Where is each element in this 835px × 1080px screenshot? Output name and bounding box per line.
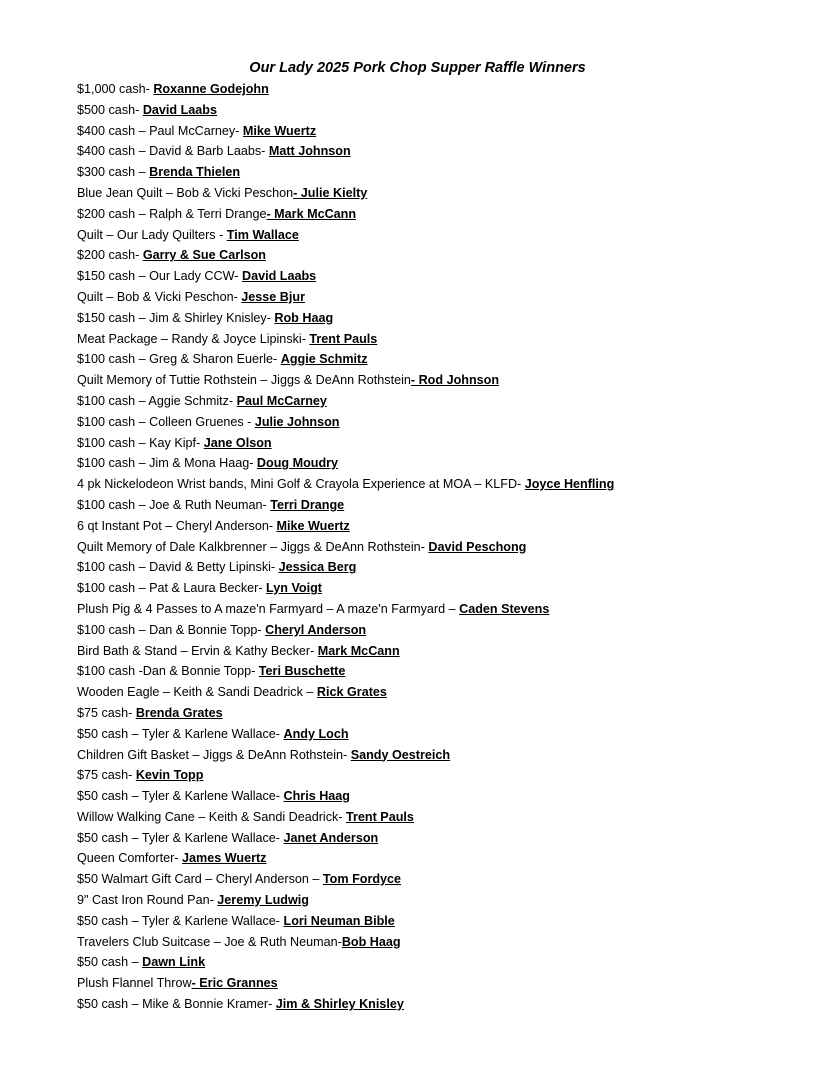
winner-name: Jeremy Ludwig — [217, 893, 309, 908]
winner-entry — [77, 433, 797, 454]
prize-text: Quilt – Our Lady Quilters - — [77, 227, 227, 242]
winner-name: Kevin Topp — [135, 768, 204, 783]
winner-name: Mike Wuertz — [276, 518, 350, 533]
winner-entry — [77, 266, 797, 287]
winner-name: Tim Wallace — [226, 227, 299, 242]
prize-text: $100 cash – Dan & Bonnie Topp- — [77, 622, 266, 637]
prize-text: 6 qt Instant Pot – Cheryl Anderson- — [77, 518, 277, 533]
prize-text: $100 cash – Aggie Schmitz- — [77, 393, 237, 408]
prize-text: $75 cash- — [77, 768, 136, 783]
winner-entry — [77, 495, 797, 516]
winner-name: Janet Anderson — [283, 830, 379, 845]
winner-name: Mark McCann — [317, 643, 400, 658]
winner-entry — [77, 516, 797, 537]
winner-name: Doug Moudry — [256, 456, 339, 471]
winner-entry — [77, 349, 797, 370]
winner-name: David Peschong — [428, 539, 527, 554]
prize-text: Blue Jean Quilt – Bob & Vicki Peschon — [77, 185, 294, 200]
winner-entry — [77, 952, 797, 973]
winner-name: Trent Pauls — [346, 809, 414, 824]
prize-text: $200 cash – Ralph & Terri Drange — [77, 206, 267, 221]
prize-text: Quilt – Bob & Vicki Peschon- — [77, 289, 242, 304]
document-title: Our Lady 2025 Pork Chop Supper Raffle Winners — [249, 60, 586, 76]
winner-entry — [77, 225, 797, 246]
winner-name: Dawn Link — [142, 955, 206, 970]
winner-entry — [77, 412, 797, 433]
prize-text: Travelers Club Suitcase – Joe & Ruth Neuman- — [77, 934, 342, 949]
winner-name: Bob Haag — [341, 934, 401, 949]
prize-text: $50 cash – Tyler & Karlene Wallace- — [77, 726, 284, 741]
winner-name: Garry & Sue Carlson — [142, 248, 266, 263]
prize-text: $1,000 cash- — [77, 82, 154, 96]
prize-text: 9" Cast Iron Round Pan- — [77, 893, 218, 908]
winner-entry — [77, 786, 797, 807]
winner-entry — [77, 745, 797, 766]
winner-entry — [77, 183, 797, 204]
winner-entry — [77, 661, 797, 682]
winners-list — [77, 79, 797, 1015]
prize-text: $50 cash – Tyler & Karlene Wallace- — [77, 789, 284, 804]
prize-text: $100 cash – David & Betty Lipinski- — [77, 560, 279, 575]
winner-entry — [77, 79, 797, 100]
winner-name: Rob Haag — [274, 310, 334, 325]
winner-name: Trent Pauls — [309, 331, 378, 346]
winner-name: - Mark McCann — [266, 206, 357, 221]
winner-name: Paul McCarney — [236, 393, 327, 408]
winner-entry — [77, 557, 797, 578]
winner-name: Aggie Schmitz — [280, 352, 368, 367]
prize-text: $50 cash – Tyler & Karlene Wallace- — [77, 913, 284, 928]
prize-text: $100 cash – Joe & Ruth Neuman- — [77, 497, 271, 512]
winner-entry — [77, 245, 797, 266]
winner-entry — [77, 869, 797, 890]
prize-text: $150 cash – Our Lady CCW- — [77, 269, 242, 284]
prize-text: $100 cash – Colleen Gruenes - — [77, 414, 255, 429]
winner-entry — [77, 308, 797, 329]
prize-text: Children Gift Basket – Jiggs & DeAnn Rothstein- — [77, 747, 351, 762]
winner-entry — [77, 911, 797, 932]
winner-name: Cheryl Anderson — [265, 622, 367, 637]
prize-text: $100 cash – Jim & Mona Haag- — [77, 456, 257, 471]
winner-name: Jane Olson — [203, 435, 272, 450]
winner-entry — [77, 141, 797, 162]
winner-entry — [77, 162, 797, 183]
winner-entry — [77, 682, 797, 703]
winner-entry — [77, 620, 797, 641]
winner-entry — [77, 453, 797, 474]
winner-entry — [77, 204, 797, 225]
winner-entry — [77, 287, 797, 308]
winner-entry — [77, 370, 797, 391]
winner-name: - Eric Grannes — [191, 976, 278, 991]
winner-name: Jessica Berg — [278, 560, 357, 575]
prize-text: $100 cash -Dan & Bonnie Topp- — [77, 664, 259, 679]
prize-text: $300 cash – — [77, 165, 150, 180]
winner-entry — [77, 973, 797, 994]
winner-name: David Laabs — [142, 102, 218, 117]
winner-entry — [77, 599, 797, 620]
winner-name: Teri Buschette — [258, 664, 346, 679]
winner-entry — [77, 932, 797, 953]
winner-name: Jesse Bjur — [241, 289, 305, 304]
winner-name: Tom Fordyce — [322, 872, 402, 887]
prize-text: $100 cash – Pat & Laura Becker- — [77, 581, 267, 596]
winner-name: David Laabs — [241, 269, 317, 284]
winner-entry — [77, 724, 797, 745]
winner-name: Sandy Oestreich — [350, 747, 451, 762]
winner-name: Caden Stevens — [459, 601, 550, 616]
prize-text: $50 cash – — [77, 955, 143, 970]
winner-entry — [77, 807, 797, 828]
winner-entry — [77, 329, 797, 350]
prize-text: Bird Bath & Stand – Ervin & Kathy Becker- — [77, 643, 318, 658]
winner-entry — [77, 537, 797, 558]
winner-entry — [77, 994, 797, 1015]
winner-name: Lyn Voigt — [266, 581, 322, 596]
prize-text: Plush Flannel Throw — [77, 976, 192, 991]
winner-name: Lori Neuman Bible — [283, 913, 395, 928]
prize-text: $50 Walmart Gift Card – Cheryl Anderson – — [77, 872, 323, 887]
winner-entry — [77, 828, 797, 849]
winner-name: Brenda Grates — [135, 705, 223, 720]
winner-name: - Julie Kielty — [293, 185, 368, 200]
winner-entry — [77, 578, 797, 599]
prize-text: Quilt Memory of Tuttie Rothstein – Jiggs & DeAnn Rothstein — [77, 373, 411, 388]
winner-entry — [77, 121, 797, 142]
prize-text: $100 cash – Kay Kipf- — [77, 435, 204, 450]
winner-name: Jim & Shirley Knisley — [275, 997, 404, 1012]
prize-text: $75 cash- — [77, 705, 136, 720]
winner-entry — [77, 890, 797, 911]
winner-name: James Wuertz — [182, 851, 267, 866]
winner-entry — [77, 765, 797, 786]
prize-text: $400 cash – Paul McCarney- — [77, 123, 243, 138]
winner-name: Rick Grates — [316, 685, 387, 700]
winner-name: Chris Haag — [283, 789, 350, 804]
winner-name: Brenda Thielen — [149, 165, 241, 180]
prize-text: $150 cash – Jim & Shirley Knisley- — [77, 310, 275, 325]
winner-name: Matt Johnson — [268, 144, 351, 159]
winner-entry — [77, 391, 797, 412]
prize-text: 4 pk Nickelodeon Wrist bands, Mini Golf & Crayola Experience at MOA – KLFD- — [77, 477, 525, 492]
prize-text: $500 cash- — [77, 102, 143, 117]
prize-text: Meat Package – Randy & Joyce Lipinski- — [77, 331, 310, 346]
prize-text: $50 cash – Tyler & Karlene Wallace- — [77, 830, 284, 845]
winner-name: - Rod Johnson — [410, 373, 500, 388]
prize-text: $50 cash – Mike & Bonnie Kramer- — [77, 997, 276, 1012]
prize-text: $200 cash- — [77, 248, 143, 263]
prize-text: $400 cash – David & Barb Laabs- — [77, 144, 269, 159]
winner-entry — [77, 848, 797, 869]
winner-name: Andy Loch — [283, 726, 349, 741]
winner-name: Julie Johnson — [254, 414, 340, 429]
winner-name: Mike Wuertz — [242, 123, 317, 138]
prize-text: Wooden Eagle – Keith & Sandi Deadrick – — [77, 685, 317, 700]
winner-name: Terri Drange — [270, 497, 345, 512]
prize-text: Plush Pig & 4 Passes to A maze'n Farmyard – A maze'n Farmyard – — [77, 601, 460, 616]
winner-entry — [77, 703, 797, 724]
winner-entry — [77, 641, 797, 662]
prize-text: Queen Comforter- — [77, 851, 182, 866]
prize-text: $100 cash – Greg & Sharon Euerle- — [77, 352, 281, 367]
winner-entry — [77, 474, 797, 495]
prize-text: Willow Walking Cane – Keith & Sandi Deadrick- — [77, 809, 347, 824]
winner-name: Joyce Henfling — [524, 477, 615, 492]
winner-entry — [77, 100, 797, 121]
winner-name: Roxanne Godejohn — [153, 82, 269, 96]
prize-text: Quilt Memory of Dale Kalkbrenner – Jiggs & DeAnn Rothstein- — [77, 539, 429, 554]
